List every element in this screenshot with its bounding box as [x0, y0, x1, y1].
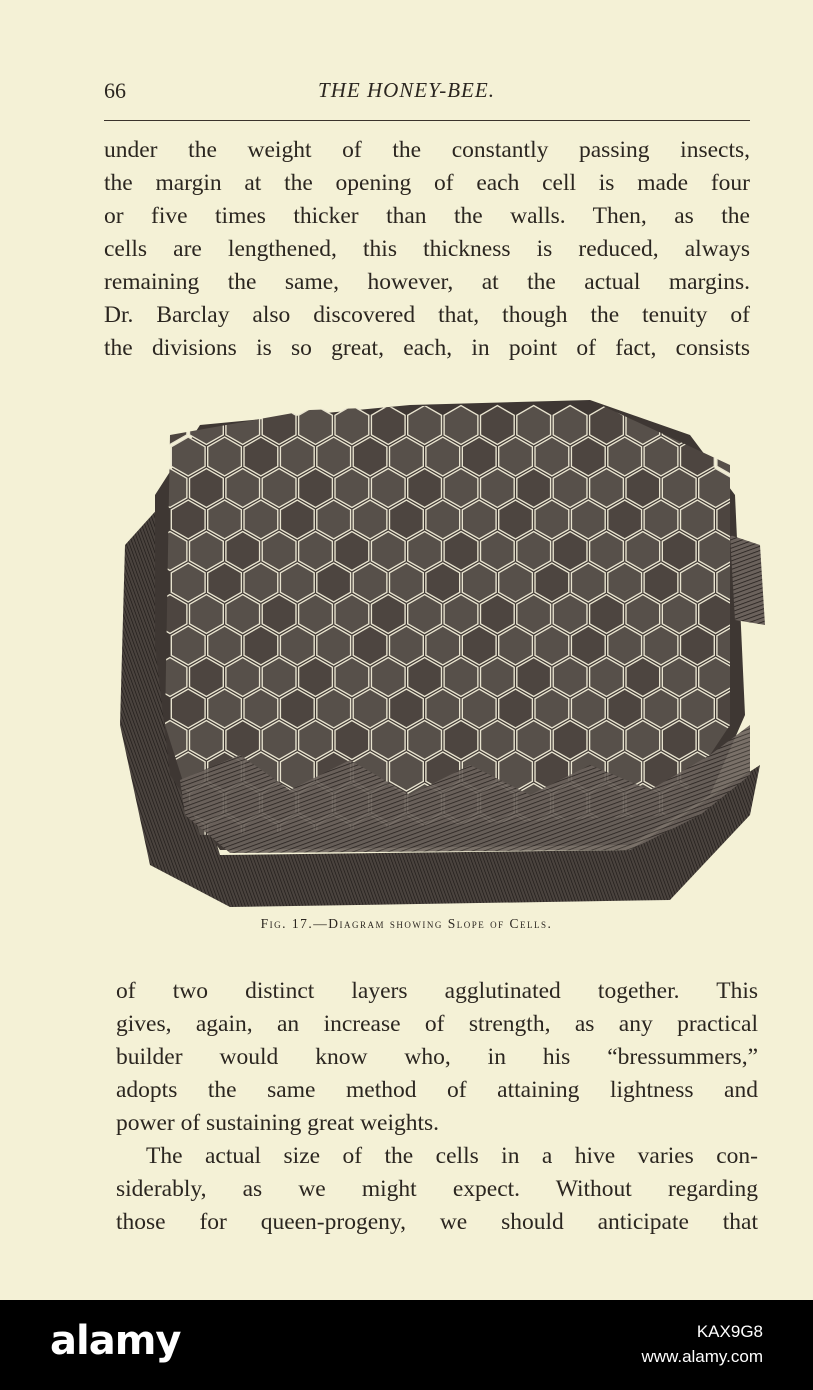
- page-number: 66: [104, 78, 126, 103]
- comb-right-edge: [730, 535, 765, 625]
- text-line: of two distinct layers agglutinated together. This: [116, 978, 758, 1004]
- site-url: www.alamy.com: [641, 1347, 763, 1366]
- alamy-logo: alamy: [50, 1318, 181, 1364]
- text-line: the margin at the opening of each cell is made four: [104, 170, 750, 196]
- hex-cell: [735, 406, 769, 445]
- hex-cell: [153, 406, 187, 445]
- text-line: siderably, as we might expect. Without regarding: [116, 1176, 758, 1202]
- caption-text: Diagram showing Slope of Cells.: [328, 916, 553, 931]
- hex-cell: [753, 815, 770, 854]
- paragraph-1: [104, 134, 750, 365]
- honeycomb-illustration: [110, 395, 770, 915]
- paragraph-2: [116, 975, 758, 1140]
- text-line: power of sustaining great weights.: [116, 1110, 440, 1136]
- caption-prefix: Fig. 17.—: [260, 916, 329, 931]
- running-title: THE HONEY-BEE.: [318, 78, 495, 102]
- text-line: adopts the same method of attaining lightness and: [116, 1077, 758, 1103]
- text-line: those for queen-progeny, we should anticipate that: [116, 1209, 758, 1235]
- hex-cell: [753, 689, 770, 728]
- text-line: The actual size of the cells in a hive varies con-: [146, 1143, 758, 1169]
- hex-cell: [753, 500, 770, 539]
- text-line: builder would know who, in his “bressummers,”: [116, 1044, 758, 1070]
- figure-caption: [0, 916, 813, 932]
- text-line: the divisions is so great, each, in point of fact, consists: [104, 335, 750, 361]
- hex-cell: [753, 437, 770, 476]
- text-line: gives, again, an increase of strength, as any practical: [116, 1011, 758, 1037]
- header-rule: [104, 120, 750, 121]
- text-line: under the weight of the constantly passing insects,: [104, 137, 750, 163]
- text-line: or five times thicker than the walls. Then, as the: [104, 203, 750, 229]
- paragraph-3: [116, 1140, 758, 1239]
- hex-cell: [717, 437, 751, 476]
- text-line: remaining the same, however, at the actual margins.: [104, 269, 750, 295]
- hex-cell: [753, 626, 770, 665]
- hex-cell: [699, 406, 733, 445]
- image-id: KAX9G8: [696, 1322, 763, 1341]
- text-line: Dr. Barclay also discovered that, though the tenuity of: [104, 302, 750, 328]
- text-line: cells are lengthened, this thickness is reduced, always: [104, 236, 750, 262]
- hex-cell: [735, 469, 769, 508]
